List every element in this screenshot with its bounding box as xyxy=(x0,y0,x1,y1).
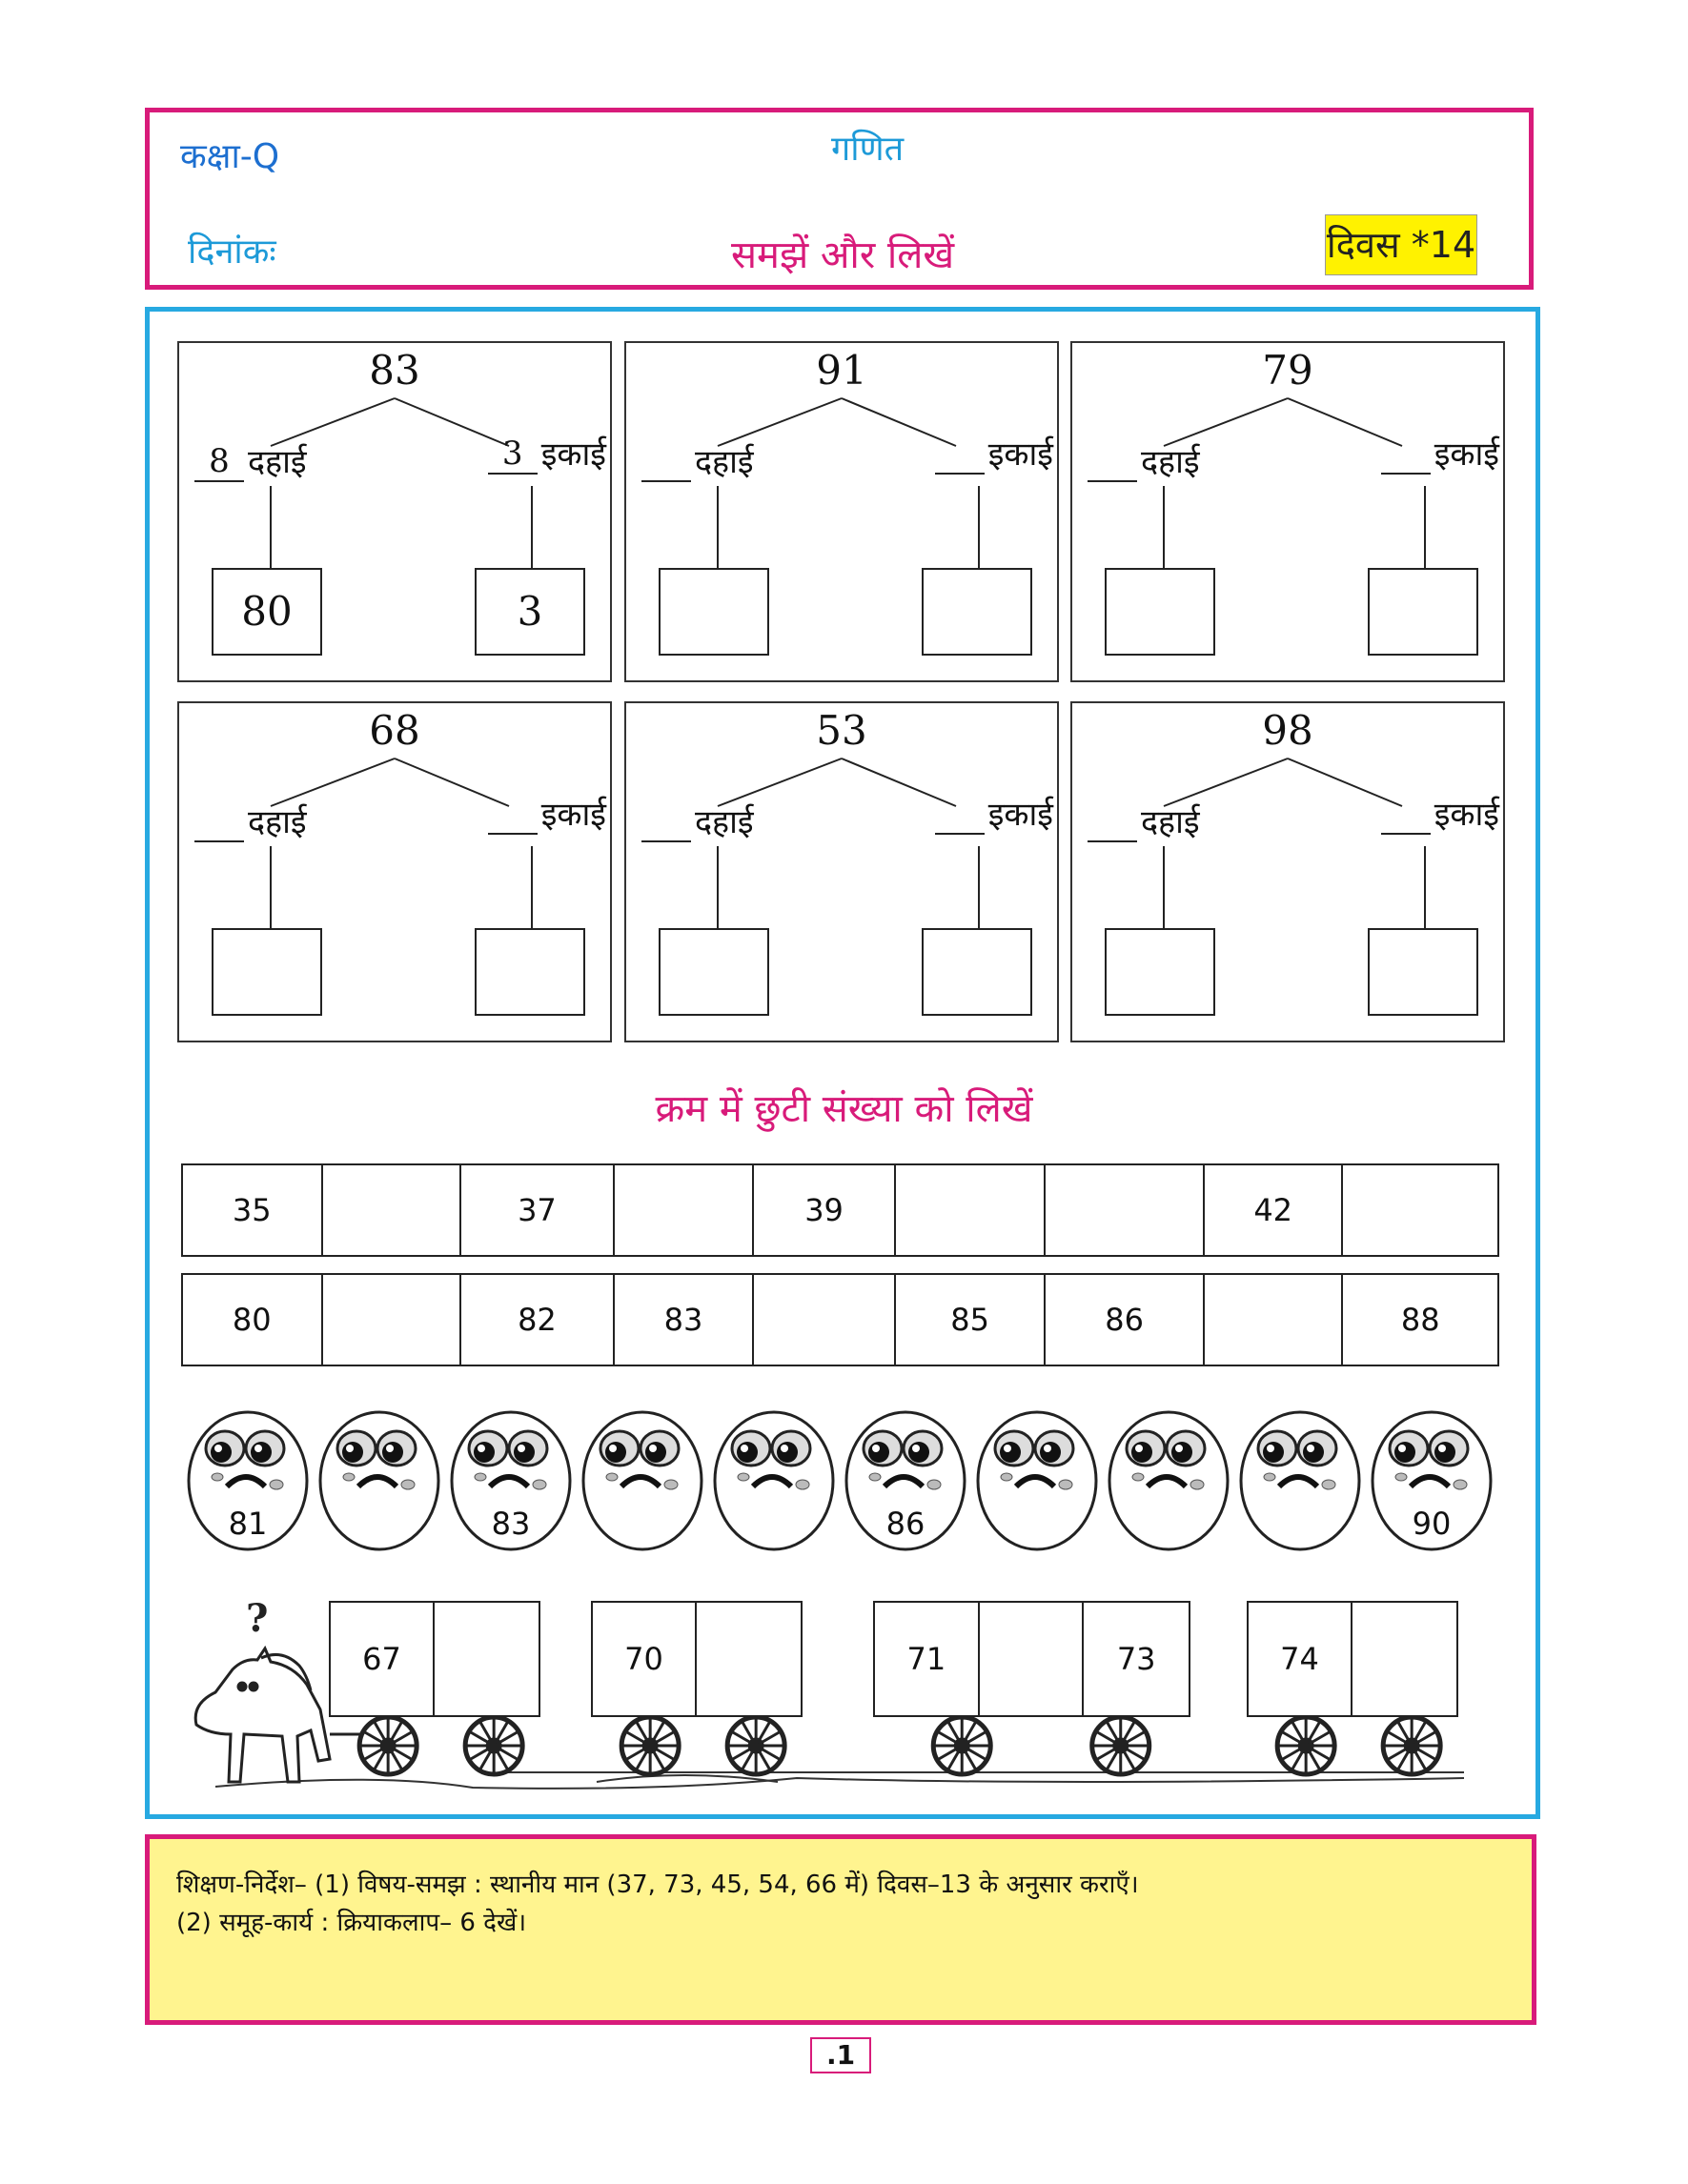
sad-face-icon xyxy=(316,1406,442,1551)
tens-digit-blank[interactable] xyxy=(641,442,691,482)
teacher-note-1: शिक्षण-निर्देश– (1) विषय-समझ : स्थानीय मान (37, 73, 45, 54, 66 में) दिवस–13 के अनुसार कराएँ। xyxy=(176,1871,1139,1899)
wagon-wheels xyxy=(359,1717,1440,1774)
place-value-panel xyxy=(177,341,612,682)
place-value-panel xyxy=(624,341,1059,682)
wagon-cell[interactable] xyxy=(435,1603,539,1715)
tens-label-text: दहाई xyxy=(695,443,754,481)
sequence-cell: 35 xyxy=(183,1165,323,1255)
sequence-cell[interactable] xyxy=(615,1165,755,1255)
ones-digit-blank[interactable] xyxy=(1381,795,1431,835)
sequence-title: क्रम में छुटी संख्या को लिखें xyxy=(655,1087,1033,1131)
wagon-cell: 67 xyxy=(331,1603,435,1715)
ones-label xyxy=(1381,791,1499,835)
ones-label-text: इकाई xyxy=(540,796,606,834)
ones-label xyxy=(488,431,606,475)
worksheet-header xyxy=(145,108,1534,290)
day-badge: दिवस *14 xyxy=(1325,214,1477,275)
place-value-panel xyxy=(624,701,1059,1042)
ones-label-text: इकाई xyxy=(1434,796,1499,834)
page-number: .1 xyxy=(810,2037,871,2073)
ones-digit-blank[interactable] xyxy=(1381,435,1431,475)
place-value-panel xyxy=(1070,341,1505,682)
tens-digit-blank[interactable] xyxy=(1088,442,1137,482)
train-wagon xyxy=(1247,1601,1458,1717)
ones-value-box[interactable] xyxy=(1368,568,1478,656)
ones-digit-blank[interactable] xyxy=(488,795,538,835)
wagon-cell[interactable] xyxy=(1352,1603,1456,1715)
tens-digit-blank[interactable] xyxy=(641,802,691,842)
tens-label xyxy=(194,799,307,842)
teacher-notes xyxy=(145,1834,1536,2025)
tens-digit-blank[interactable] xyxy=(194,802,244,842)
sequence-cell[interactable] xyxy=(754,1275,896,1365)
panel-number: 79 xyxy=(1262,347,1313,394)
tens-label-text: दहाई xyxy=(248,803,307,841)
panel-number: 83 xyxy=(369,347,420,394)
train-wagon xyxy=(873,1601,1190,1717)
panel-number: 53 xyxy=(816,707,867,754)
tens-label xyxy=(1088,799,1200,842)
tens-value-box[interactable] xyxy=(212,928,322,1016)
ones-value-box[interactable] xyxy=(1368,928,1478,1016)
tens-value-box[interactable] xyxy=(1105,928,1215,1016)
tens-label xyxy=(1088,438,1200,482)
ones-value-box[interactable] xyxy=(922,928,1032,1016)
date-label: दिनांकः xyxy=(188,233,276,272)
sad-face-icon xyxy=(1106,1406,1231,1551)
tens-label-text: दहाई xyxy=(248,443,307,481)
subject-label: गणित xyxy=(831,130,905,169)
sequence-cell: 82 xyxy=(461,1275,615,1365)
sad-face-icon xyxy=(974,1406,1100,1551)
sequence-row-2 xyxy=(181,1273,1499,1366)
tens-digit-blank[interactable]: 8 xyxy=(194,442,244,482)
sad-face-icon xyxy=(711,1406,837,1551)
sequence-cell: 85 xyxy=(896,1275,1047,1365)
page-title: समझें और लिखें xyxy=(731,233,955,277)
tens-digit-blank[interactable] xyxy=(1088,802,1137,842)
panel-number: 91 xyxy=(816,347,867,394)
question-mark: ? xyxy=(246,1596,269,1641)
face-item[interactable] xyxy=(1106,1406,1231,1551)
sequence-cell[interactable] xyxy=(1343,1165,1497,1255)
sequence-cell: 83 xyxy=(615,1275,755,1365)
ones-label-text: इकाई xyxy=(987,435,1053,474)
face-item[interactable] xyxy=(1237,1406,1363,1551)
sequence-cell[interactable] xyxy=(1205,1275,1344,1365)
ones-label-text: इकाई xyxy=(1434,435,1499,474)
ones-label xyxy=(488,791,606,835)
wagon-cell: 74 xyxy=(1249,1603,1352,1715)
face-item[interactable] xyxy=(316,1406,442,1551)
ones-label xyxy=(1381,431,1499,475)
ones-label-text: इकाई xyxy=(987,796,1053,834)
face-item[interactable] xyxy=(580,1406,705,1551)
sequence-cell: 42 xyxy=(1205,1165,1344,1255)
ones-value-box[interactable] xyxy=(922,568,1032,656)
tens-label xyxy=(641,438,754,482)
face-number: 86 xyxy=(885,1506,925,1542)
tens-label xyxy=(194,438,307,482)
tens-label-text: दहाई xyxy=(1141,443,1200,481)
sad-face-icon xyxy=(580,1406,705,1551)
tens-label xyxy=(641,799,754,842)
sequence-cell: 39 xyxy=(754,1165,896,1255)
ones-label-text: इकाई xyxy=(540,435,606,474)
tens-value-box[interactable] xyxy=(659,928,769,1016)
ones-value-box[interactable] xyxy=(475,928,585,1016)
wagon-cell: 70 xyxy=(593,1603,697,1715)
sequence-cell[interactable] xyxy=(323,1165,462,1255)
ones-digit-blank[interactable]: 3 xyxy=(488,435,538,475)
face-number: 81 xyxy=(228,1506,268,1542)
wagon-cell: 71 xyxy=(875,1603,980,1715)
wagon-cell: 73 xyxy=(1116,1641,1156,1677)
tens-value-box[interactable]: 80 xyxy=(212,568,322,656)
tens-value-box[interactable] xyxy=(1105,568,1215,656)
face-item xyxy=(843,1406,968,1551)
sequence-cell: 88 xyxy=(1400,1302,1440,1338)
sequence-row-1 xyxy=(181,1163,1499,1257)
class-label: कक्षा-Q xyxy=(180,137,280,176)
place-value-panel xyxy=(177,701,612,1042)
ones-label xyxy=(935,431,1053,475)
ones-label xyxy=(935,791,1053,835)
sequence-cell: 86 xyxy=(1046,1275,1205,1365)
face-item xyxy=(448,1406,574,1551)
teacher-note-2: (2) समूह-कार्य : क्रियाकलाप– 6 देखें। xyxy=(176,1909,527,1937)
tens-label-text: दहाई xyxy=(695,803,754,841)
ones-digit-blank[interactable] xyxy=(935,435,985,475)
face-item xyxy=(185,1406,311,1551)
face-number: 90 xyxy=(1412,1506,1452,1542)
face-item[interactable] xyxy=(711,1406,837,1551)
sequence-cell: 37 xyxy=(461,1165,615,1255)
place-value-panel xyxy=(1070,701,1505,1042)
sad-face-icon xyxy=(1237,1406,1363,1551)
wagon-cell[interactable] xyxy=(697,1603,801,1715)
sequence-cell: 80 xyxy=(183,1275,323,1365)
wagon-cell[interactable] xyxy=(980,1603,1085,1715)
face-item xyxy=(1369,1406,1495,1551)
ones-digit-blank[interactable] xyxy=(935,795,985,835)
train-wagon xyxy=(591,1601,803,1717)
tens-label-text: दहाई xyxy=(1141,803,1200,841)
panel-number: 68 xyxy=(369,707,420,754)
sequence-cell[interactable] xyxy=(1046,1165,1205,1255)
panel-number: 98 xyxy=(1262,707,1313,754)
face-item[interactable] xyxy=(974,1406,1100,1551)
sequence-cell[interactable] xyxy=(896,1165,1047,1255)
sequence-cell[interactable] xyxy=(323,1275,462,1365)
ones-value-box[interactable]: 3 xyxy=(475,568,585,656)
face-number: 83 xyxy=(491,1506,531,1542)
tens-value-box[interactable] xyxy=(659,568,769,656)
train-wagon xyxy=(329,1601,540,1717)
